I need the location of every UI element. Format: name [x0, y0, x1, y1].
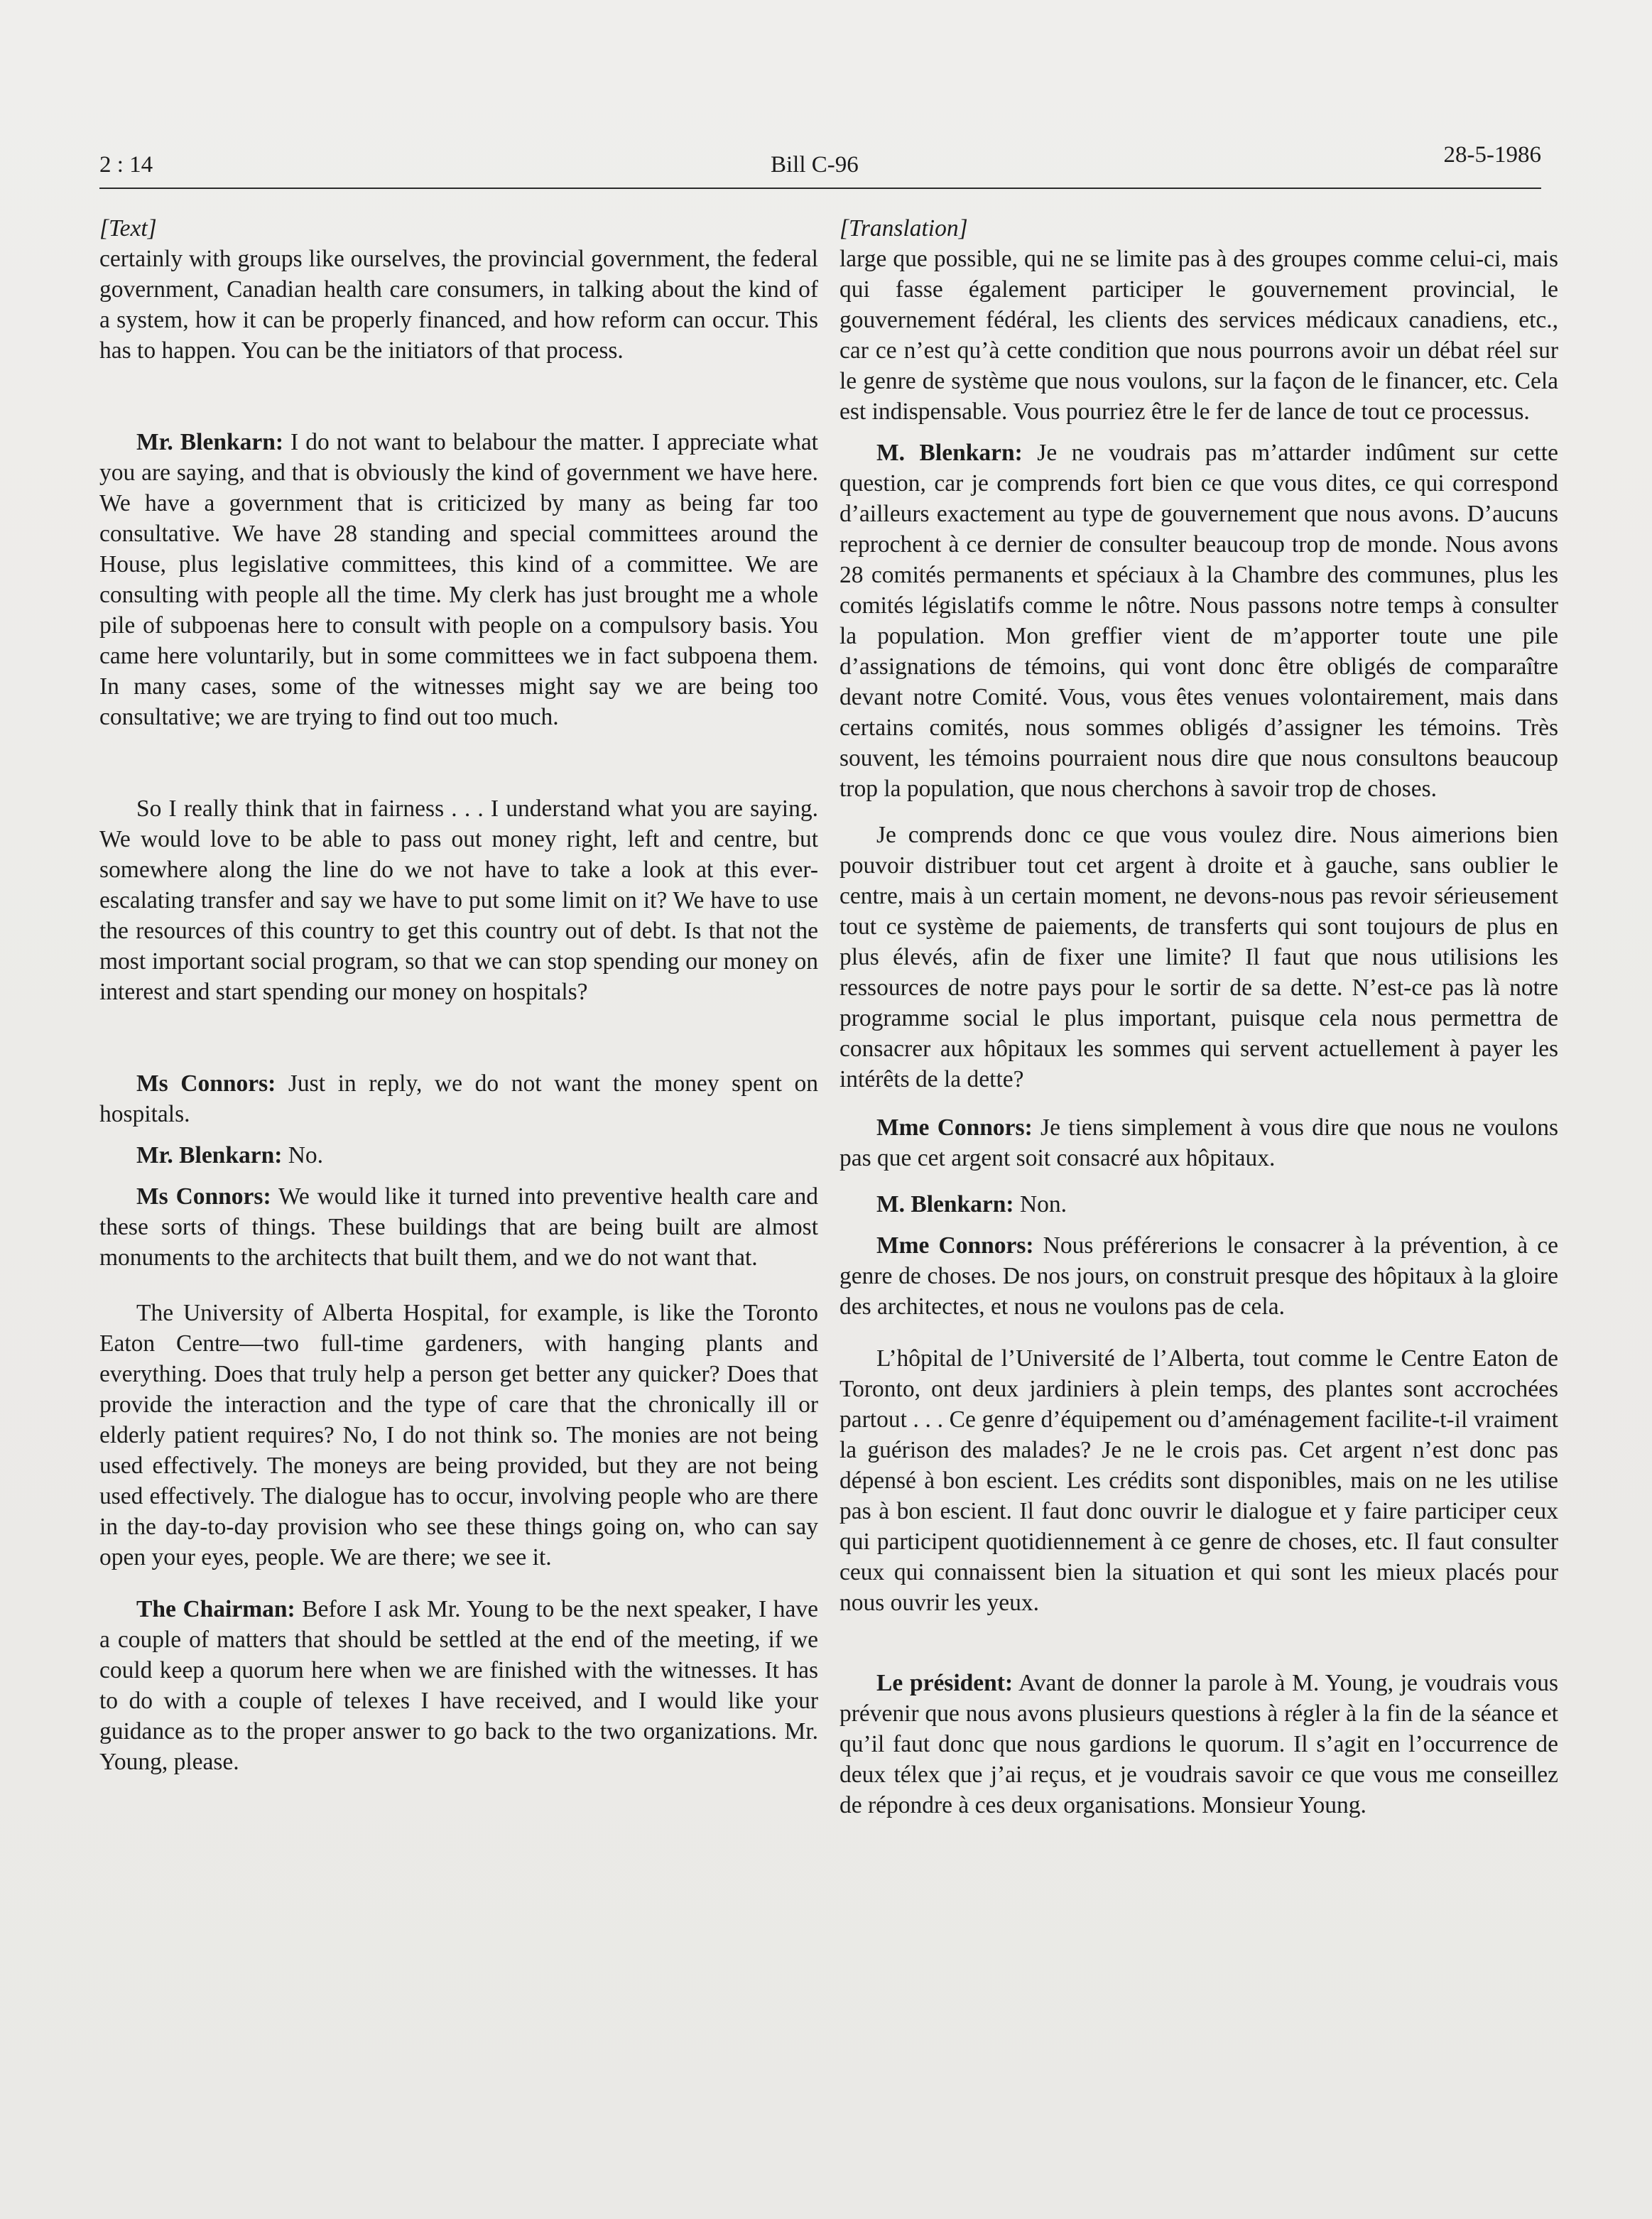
speech-text: Nous préférerions le consacrer à la prévention, à ce genre de choses. De nos jours, on construit presque des hôpitaux à la gloire des architectes, et nous ne voulons pas de cela. [839, 1232, 1558, 1320]
paragraph [99, 1181, 818, 1273]
paragraph [99, 1140, 818, 1171]
speaker-name: Mr. Blenkarn: [136, 1142, 283, 1168]
speaker-name: Mr. Blenkarn: [136, 429, 283, 455]
speaker-name: M. Blenkarn: [876, 440, 1023, 466]
paragraph [99, 1594, 818, 1777]
speech-text: Just in reply, we do not want the money spent on hospitals. [99, 1070, 818, 1127]
paragraph: L’hôpital de l’Université de l’Alberta, tout comme le Centre Eaton de Toronto, ont deux jardiniers à plein temps, des plantes sont accrochées partout . . . Ce genre d’équipement ou d’aménagement facilite-t-il vraiment la guérison des malades? Je ne le crois pas. Cet argent n’est donc pas dépensé à bon escient. Les crédits sont disponibles, mais on ne les utilise pas à bon escient. Il faut donc ouvrir le dialogue et y faire participer ceux qui participent quotidiennement à ce genre de choses, etc. Il faut consulter ceux qui connaissent bien la situation et qui sont les mieux placés pour nous ouvrir les yeux. [839, 1345, 1558, 1616]
page-number: 2 : 14 [99, 152, 153, 178]
bill-title: Bill C-96 [771, 152, 859, 178]
paragraph [99, 1068, 818, 1129]
paragraph: Je comprends donc ce que vous voulez dire. Nous aimerions bien pouvoir distribuer tout cet argent à droite et à gauche, sans oublier le centre, mais à un certain moment, ne devons-nous pas revoir sérieusement tout ce système de paiements, de transferts qui sont toujours de plus en plus élevés, afin de fixer une limite? Il faut que nous utilisions les ressources de notre pays pour le sortir de sa dette. N’est-ce pas là notre programme social le plus important, puisque cela nous permettra de consacrer aux hôpitaux les sommes qui servent actuellement à payer les intérêts de la dette? [839, 822, 1558, 1092]
speech-text: Avant de donner la parole à M. Young, je voudrais vous prévenir que nous avons plusieurs questions à régler à la fin de la séance et qu’il faut donc que nous gardions le quorum. Il s’agit en l’occurrence de deux télex que j’ai reçus, et je voudrais savoir ce que vous me conseillez de répondre à ces deux organisations. Monsieur Young. [839, 1670, 1559, 1818]
speech-text: Before I ask Mr. Young to be the next speaker, I have a couple of matters that should be settled at the end of the meeting, if we could keep a quorum here when we are finished with the witnesses. It has to do with a couple of telexes I have received, and I would like your guidance as to the proper answer to go back to the two organizations. Mr. Young, please. [99, 1596, 818, 1775]
speaker-name: Ms Connors: [136, 1183, 271, 1210]
speaker-name: Mme Connors: [876, 1232, 1034, 1259]
paragraph [99, 427, 818, 732]
paragraph [839, 1189, 1558, 1220]
speaker-name: Ms Connors: [136, 1070, 276, 1097]
english-column [99, 213, 818, 1808]
language-label: [Text] [99, 215, 157, 242]
paragraph [839, 1668, 1558, 1821]
paragraph: large que possible, qui ne se limite pas à des groupes comme celui-ci, mais qui fasse également participer le gouvernement provincial, le gouvernement fédéral, les clients des services médicaux canadiens, etc., car ce n’est qu’à cette condition que nous pourrons avoir un débat réel sur le genre de système que nous voulons, sur la façon de le financer, etc. Cela est indispensable. Vous pourriez être le fer de lance de tout ce processus. [839, 246, 1558, 425]
french-column [839, 213, 1558, 1851]
speaker-name: Mme Connors: [876, 1114, 1033, 1141]
paragraph: The University of Alberta Hospital, for example, is like the Toronto Eaton Centre—two full-time gardeners, with hanging plants and everything. Does that truly help a person get better any quicker? Does that provide the interaction and the type of care that the chronically ill or elderly patient requires? No, I do not think so. The monies are not being used effectively. The moneys are being provided, but they are not being used effectively. The dialogue has to occur, involving people who are there in the day-to-day provision who see these things going on, who can say open your eyes, people. We are there; we see it. [99, 1300, 818, 1570]
speech-text: No. [282, 1142, 324, 1168]
speech-text: Je ne voudrais pas m’attarder indûment sur cette question, car je comprends fort bien ce que vous dites, ce qui correspond d’ailleurs exactement au type de gouvernement que nous avons. D’aucuns reprochent à ce dernier de consulter beaucoup trop de monde. Nous avons 28 comités permanents et spéciaux à la Chambre des communes, plus les comités législatifs comme le nôtre. Nous passons notre temps à consulter la population. Mon greffier vient de m’apporter toute une pile d’assignations de témoins, qui vont donc être obligés de comparaître devant notre Comité. Vous, vous êtes venues volontairement, mais dans certains comités, nous sommes obligés d’assigner les témoins. Très souvent, les témoins pourraient nous dire que nous consultons beaucoup trop la population, que nous cherchons à savoir trop de choses. [839, 440, 1558, 802]
paragraph [839, 1230, 1558, 1322]
paragraph: certainly with groups like ourselves, the provincial government, the federal government, Canadian health care consumers, in talking about the kind of a system, how it can be properly financed, and how reform can occur. This has to happen. You can be the initiators of that process. [99, 246, 818, 364]
language-label: [Translation] [839, 215, 968, 242]
speech-text: We would like it turned into preventive health care and these sorts of things. These buildings that are being built are almost monuments to the architects that built them, and we do not want that. [99, 1183, 818, 1271]
speaker-name: Le président: [876, 1670, 1014, 1696]
speech-text: Je tiens simplement à vous dire que nous ne voulons pas que cet argent soit consacré aux hôpitaux. [839, 1114, 1558, 1171]
paragraph: So I really think that in fairness . . . I understand what you are saying. We would love to be able to pass out money right, left and centre, but somewhere along the line do we not have to take a look at this ever-escalating transfer and say we have to put some limit on it? We have to use the resources of this country to get this country out of debt. Is that not the most important social program, so that we can stop spending our money on interest and start spending our money on hospitals? [99, 796, 818, 1005]
paragraph [839, 438, 1558, 804]
page-date: 28-5-1986 [1443, 142, 1541, 168]
page-header [99, 142, 1541, 185]
header-rule [99, 188, 1541, 189]
speaker-name: M. Blenkarn: [876, 1191, 1014, 1217]
speech-text: Non. [1014, 1191, 1067, 1217]
speaker-name: The Chairman: [136, 1596, 295, 1622]
paragraph [839, 1112, 1558, 1173]
speech-text: I do not want to belabour the matter. I appreciate what you are saying, and that is obviously the kind of government we have here. We have a government that is criticized by many as being far too consultative. We have 28 standing and special committees around the House, plus legislative committees, this kind of a committee. We are consulting with people all the time. My clerk has just brought me a whole pile of subpoenas here to consult with people on a compulsory basis. You came here voluntarily, but in some committees we in fact subpoena them. In many cases, some of the witnesses might say we are being too consultative; we are trying to find out too much. [99, 429, 818, 730]
